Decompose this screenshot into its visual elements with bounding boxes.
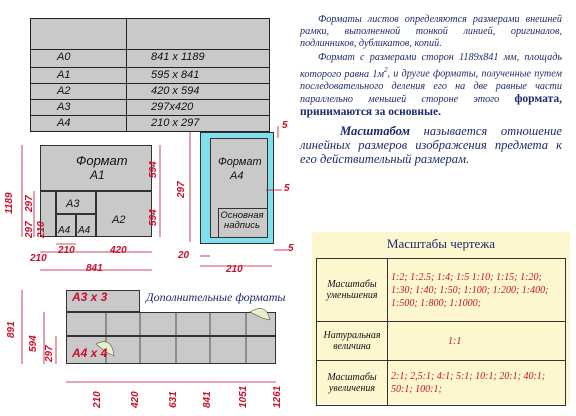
dim-x1261: 1261	[272, 385, 283, 408]
a1-format-sub: A1	[90, 168, 105, 182]
additional-formats-diagram	[0, 282, 312, 414]
dim-891: 891	[6, 321, 17, 338]
dim-210-left: 210	[30, 253, 47, 264]
a4x4-label: A4 x 4	[72, 346, 108, 360]
a3-label: A3	[66, 198, 80, 210]
dim-420: 420	[110, 245, 127, 256]
text-paragraph-3: Масштабом называется отношение линейных размеров изображения предмета к его действительный размерам.	[300, 124, 562, 166]
dim-a4-5-top: 5	[282, 120, 288, 131]
stamp-label: Основная надпись	[220, 210, 264, 231]
dim-1189: 1189	[4, 192, 15, 214]
dim-297-add: 297	[44, 345, 55, 362]
dim-594-add: 594	[28, 335, 39, 352]
a2-label: A2	[112, 214, 126, 226]
a3x3-label: A3 x 3	[72, 290, 108, 304]
dim-x210: 210	[92, 391, 103, 408]
text-paragraph-1: Форматы листов определяются размерами внешней рамки, выполненной тонкой линией, оригиналов, подлинников, дубликатов, копий.	[300, 14, 562, 50]
dim-210-vert: 210	[36, 221, 47, 238]
format-row-a2: A2 420 x 594	[31, 83, 269, 84]
format-row-a3: A3 297x420	[31, 99, 269, 100]
dim-297-b: 297	[24, 221, 35, 238]
dim-a4-20: 20	[178, 250, 190, 261]
dim-210-mid: 210	[58, 245, 75, 256]
dim-a4-5-side: 5	[284, 183, 290, 194]
dim-a4-210: 210	[226, 264, 243, 275]
text-paragraph-2: Формат с размерами сторон 1189x841 мм, площадь которого равна $1м^2$, и другие форматы, полученные путем последовательного деления его на две равные части параллельно меньшей стороне этого формата, принимаются за основные.	[300, 52, 562, 119]
dim-x841: 841	[202, 391, 213, 408]
scales-title: Масштабы чертежа	[386, 236, 496, 251]
scale-row-enlargement: Масштабы увеличения 2:1; 2,5:1; 4:1; 5:1; 10:1; 20:1; 40:1; 50:1; 100:1;	[317, 361, 566, 406]
scales-panel	[312, 232, 570, 404]
dim-841: 841	[86, 263, 103, 274]
a4-format-sub: A4	[230, 170, 244, 182]
a4-format-diagram	[170, 118, 300, 278]
format-row-a1: A1 595 x 841	[31, 67, 269, 68]
a1-format-label: Формат	[76, 153, 128, 168]
scale-row-natural: Натуральная величина 1:1	[317, 322, 566, 361]
a4-dimension-lines	[170, 118, 300, 278]
a4-label-left: A4	[58, 225, 71, 236]
scale-row-reduction: Масштабы уменьшения 1:2; 1:2.5; 1:4; 1:5 1:10; 1:15; 1:20; 1:30; 1:40; 1:50; 1:100; 1:200; 1:400; 1:500; 1:800; 1:1000;	[317, 259, 566, 322]
a4-format-label: Формат	[218, 156, 262, 168]
dim-x1051: 1051	[238, 385, 249, 408]
format-row-a0: A0 841 x 1189	[31, 49, 269, 50]
dim-594-top: 594	[148, 161, 159, 178]
a4-label-right: A4	[78, 225, 91, 236]
format-row-a4: A4 210 x 297	[31, 115, 269, 116]
dim-a4-5-bottom: 5	[288, 243, 294, 254]
scales-table	[316, 258, 566, 406]
dim-297-a: 297	[24, 195, 35, 212]
dim-x420: 420	[130, 391, 141, 408]
format-table	[30, 18, 270, 132]
dim-594-bottom: 594	[148, 209, 159, 226]
dim-a4-297: 297	[176, 181, 187, 198]
dim-x631: 631	[168, 391, 179, 408]
additional-formats-title: Дополнительные форматы	[146, 290, 286, 304]
